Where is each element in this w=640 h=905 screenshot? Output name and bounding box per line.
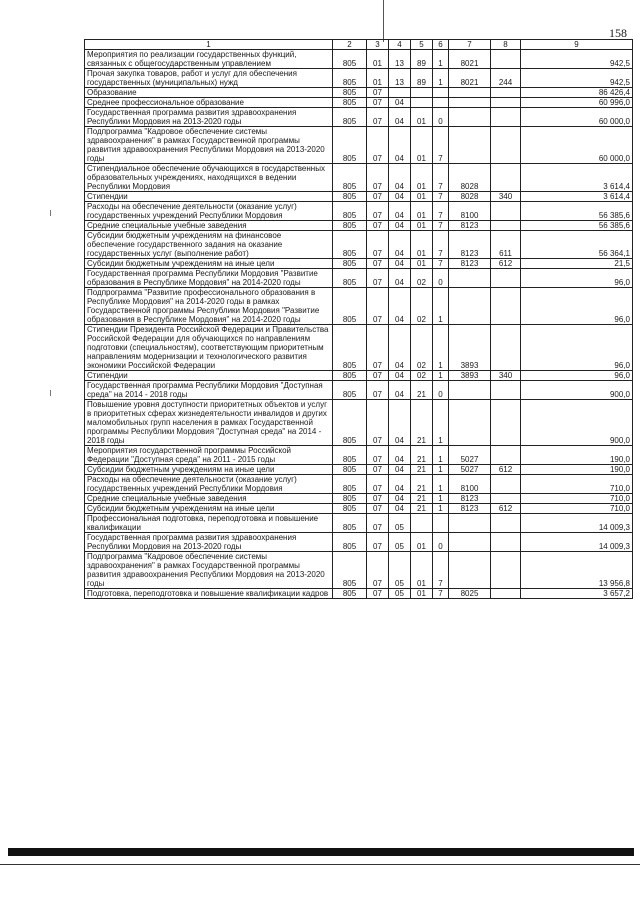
- row-code-program: 21: [411, 400, 433, 446]
- row-code-program: 02: [411, 288, 433, 325]
- row-sum: 3 614,4: [521, 164, 633, 192]
- row-code-ministry: 805: [333, 465, 367, 475]
- table-row: [85, 88, 633, 98]
- row-sum: 60 996,0: [521, 98, 633, 108]
- row-code-subsection: 04: [389, 325, 411, 371]
- row-code-direction: [449, 108, 491, 127]
- row-code-ministry: 805: [333, 108, 367, 127]
- row-code-expense-type: [491, 325, 521, 371]
- row-code-ministry: 805: [333, 269, 367, 288]
- row-code-expense-type: 612: [491, 259, 521, 269]
- table-row: [85, 202, 633, 221]
- row-sum: 710,0: [521, 475, 633, 494]
- row-code-expense-type: [491, 98, 521, 108]
- row-code-program: [411, 88, 433, 98]
- row-sum: 13 956,8: [521, 552, 633, 589]
- row-code-expense-type: [491, 514, 521, 533]
- row-code-expense-type: [491, 494, 521, 504]
- header-col-6: 6: [433, 40, 449, 50]
- row-code-section: 07: [367, 202, 389, 221]
- row-code-subprogram: 1: [433, 288, 449, 325]
- row-name: Средние специальные учебные заведения: [85, 221, 333, 231]
- row-code-subsection: 04: [389, 494, 411, 504]
- row-sum: 96,0: [521, 371, 633, 381]
- row-code-direction: 3893: [449, 325, 491, 371]
- row-code-subprogram: 1: [433, 400, 449, 446]
- table-row: [85, 69, 633, 88]
- row-code-ministry: 805: [333, 202, 367, 221]
- row-code-program: 89: [411, 50, 433, 69]
- row-code-section: 07: [367, 465, 389, 475]
- row-code-program: 21: [411, 446, 433, 465]
- row-code-subprogram: 0: [433, 269, 449, 288]
- row-code-expense-type: [491, 88, 521, 98]
- row-code-subsection: 04: [389, 504, 411, 514]
- table-row: [85, 221, 633, 231]
- row-code-program: [411, 98, 433, 108]
- row-sum: 96,0: [521, 269, 633, 288]
- table-body: [85, 50, 633, 599]
- row-code-subprogram: 7: [433, 589, 449, 599]
- row-code-direction: [449, 514, 491, 533]
- row-code-section: 07: [367, 259, 389, 269]
- row-code-subprogram: 7: [433, 259, 449, 269]
- row-sum: 56 385,6: [521, 221, 633, 231]
- row-name: Расходы на обеспечение деятельности (оказание услуг) государственных учреждений Республики Мордовия: [85, 202, 333, 221]
- row-name: Мероприятия по реализации государственных функций, связанных с общегосударственным управлением: [85, 50, 333, 69]
- row-name: Прочая закупка товаров, работ и услуг для обеспечения государственных (муниципальных) нужд: [85, 69, 333, 88]
- row-name: Средние специальные учебные заведения: [85, 494, 333, 504]
- row-code-expense-type: 244: [491, 69, 521, 88]
- row-code-program: 01: [411, 127, 433, 164]
- row-sum: 14 009,3: [521, 514, 633, 533]
- row-code-expense-type: [491, 164, 521, 192]
- row-code-direction: [449, 533, 491, 552]
- row-sum: 96,0: [521, 325, 633, 371]
- table-row: [85, 127, 633, 164]
- row-code-subsection: 04: [389, 98, 411, 108]
- row-code-section: 07: [367, 231, 389, 259]
- row-code-program: 01: [411, 164, 433, 192]
- row-name: Мероприятия государственной программы Российской Федерации "Доступная среда" на 2011 - 2015 годы: [85, 446, 333, 465]
- row-code-program: 89: [411, 69, 433, 88]
- row-code-ministry: 805: [333, 381, 367, 400]
- row-code-subprogram: 0: [433, 533, 449, 552]
- row-code-ministry: 805: [333, 288, 367, 325]
- row-name: Субсидии бюджетным учреждениям на иные цели: [85, 504, 333, 514]
- row-code-subsection: 04: [389, 108, 411, 127]
- row-code-section: 07: [367, 552, 389, 589]
- row-sum: 60 000,0: [521, 108, 633, 127]
- row-code-subsection: 05: [389, 552, 411, 589]
- row-code-expense-type: [491, 381, 521, 400]
- row-code-expense-type: [491, 475, 521, 494]
- row-sum: 900,0: [521, 381, 633, 400]
- row-code-subprogram: 7: [433, 221, 449, 231]
- row-code-ministry: 805: [333, 221, 367, 231]
- header-col-7: 7: [449, 40, 491, 50]
- row-name: Субсидии бюджетным учреждениям на иные цели: [85, 259, 333, 269]
- row-code-subsection: 04: [389, 381, 411, 400]
- row-code-subsection: 13: [389, 50, 411, 69]
- row-code-ministry: 805: [333, 494, 367, 504]
- table-row: [85, 108, 633, 127]
- header-col-9: 9: [521, 40, 633, 50]
- row-code-ministry: 805: [333, 589, 367, 599]
- row-code-section: 07: [367, 475, 389, 494]
- row-code-program: 01: [411, 108, 433, 127]
- table-row: [85, 465, 633, 475]
- row-name: Государственная программа Республики Мордовия "Развитие образования в Республике Мордовия" на 2014-2020 годы: [85, 269, 333, 288]
- row-code-expense-type: [491, 127, 521, 164]
- row-code-direction: 8021: [449, 69, 491, 88]
- row-code-section: 07: [367, 192, 389, 202]
- row-code-subsection: 04: [389, 465, 411, 475]
- row-code-program: [411, 514, 433, 533]
- row-code-program: 02: [411, 371, 433, 381]
- row-code-subsection: 04: [389, 269, 411, 288]
- row-code-direction: 8123: [449, 259, 491, 269]
- row-code-direction: 5027: [449, 465, 491, 475]
- row-sum: 3 657,2: [521, 589, 633, 599]
- row-code-direction: 8123: [449, 221, 491, 231]
- row-sum: 86 426,4: [521, 88, 633, 98]
- table-row: [85, 400, 633, 446]
- table-row: [85, 446, 633, 465]
- row-code-section: 01: [367, 50, 389, 69]
- row-code-subprogram: 1: [433, 446, 449, 465]
- row-code-ministry: 805: [333, 231, 367, 259]
- header-col-3: 3: [367, 40, 389, 50]
- row-code-expense-type: [491, 400, 521, 446]
- row-code-direction: 8123: [449, 494, 491, 504]
- row-code-program: 01: [411, 552, 433, 589]
- row-code-direction: 8028: [449, 164, 491, 192]
- row-code-section: 07: [367, 108, 389, 127]
- row-code-subprogram: 7: [433, 552, 449, 589]
- row-name: Профессиональная подготовка, переподготовка и повышение квалификации: [85, 514, 333, 533]
- row-code-ministry: 805: [333, 88, 367, 98]
- row-code-expense-type: [491, 446, 521, 465]
- row-name: Субсидии бюджетным учреждениям на иные цели: [85, 465, 333, 475]
- table-row: [85, 494, 633, 504]
- row-code-program: 02: [411, 325, 433, 371]
- row-code-ministry: 805: [333, 69, 367, 88]
- row-code-program: 01: [411, 589, 433, 599]
- row-sum: 190,0: [521, 446, 633, 465]
- row-code-ministry: 805: [333, 475, 367, 494]
- row-code-expense-type: [491, 202, 521, 221]
- row-code-subsection: 05: [389, 514, 411, 533]
- row-code-subprogram: [433, 88, 449, 98]
- row-sum: 900,0: [521, 400, 633, 446]
- header-col-2: 2: [333, 40, 367, 50]
- row-sum: 710,0: [521, 504, 633, 514]
- row-name: Стипендии: [85, 371, 333, 381]
- row-code-direction: 8025: [449, 589, 491, 599]
- row-code-subprogram: 7: [433, 164, 449, 192]
- row-code-expense-type: 340: [491, 192, 521, 202]
- row-code-program: 21: [411, 504, 433, 514]
- row-code-program: 01: [411, 231, 433, 259]
- row-code-subsection: 13: [389, 69, 411, 88]
- row-name: Стипендиальное обеспечение обучающихся в государственных образовательных учреждениях, находящихся в ведении Республики Мордовия: [85, 164, 333, 192]
- row-code-section: 07: [367, 400, 389, 446]
- table-row: [85, 381, 633, 400]
- table-row: [85, 259, 633, 269]
- row-code-program: 21: [411, 475, 433, 494]
- row-code-direction: [449, 552, 491, 589]
- row-code-subprogram: [433, 514, 449, 533]
- row-sum: 60 000,0: [521, 127, 633, 164]
- row-sum: 3 614,4: [521, 192, 633, 202]
- row-sum: 190,0: [521, 465, 633, 475]
- table-row: [85, 192, 633, 202]
- table-row: [85, 504, 633, 514]
- row-name: Подпрограмма "Кадровое обеспечение системы здравоохранения" в рамках Государственной программы развития здравоохранения Республики Мордовия на 2013-2020 годы: [85, 552, 333, 589]
- row-code-section: 07: [367, 325, 389, 371]
- row-code-direction: 8100: [449, 202, 491, 221]
- row-name: Образование: [85, 88, 333, 98]
- row-code-program: 21: [411, 465, 433, 475]
- row-code-subprogram: 1: [433, 465, 449, 475]
- row-name: Государственная программа развития здравоохранения Республики Мордовия на 2013-2020 годы: [85, 108, 333, 127]
- row-code-expense-type: 612: [491, 465, 521, 475]
- table-header-row: [85, 40, 633, 50]
- table-row: [85, 50, 633, 69]
- row-code-direction: 5027: [449, 446, 491, 465]
- row-code-ministry: 805: [333, 98, 367, 108]
- row-code-section: 07: [367, 494, 389, 504]
- row-name: Субсидии бюджетным учреждениям на финансовое обеспечение государственного задания на оказание государственных услуг (выполнение работ): [85, 231, 333, 259]
- row-code-ministry: 805: [333, 192, 367, 202]
- scan-fold-line: [383, 0, 384, 42]
- row-code-subprogram: 1: [433, 475, 449, 494]
- row-code-ministry: 805: [333, 371, 367, 381]
- table-row: [85, 269, 633, 288]
- row-code-subprogram: 7: [433, 202, 449, 221]
- row-code-subsection: 04: [389, 192, 411, 202]
- scan-edge-mark: [50, 390, 51, 396]
- row-code-section: 07: [367, 504, 389, 514]
- row-code-expense-type: [491, 288, 521, 325]
- row-code-section: 07: [367, 98, 389, 108]
- row-code-subsection: 05: [389, 533, 411, 552]
- header-col-1: 1: [85, 40, 333, 50]
- row-code-subprogram: 0: [433, 108, 449, 127]
- row-code-subprogram: 1: [433, 325, 449, 371]
- row-code-ministry: 805: [333, 325, 367, 371]
- table-row: [85, 514, 633, 533]
- row-name: Стипендии Президента Российской Федерации и Правительства Российской Федерации для обучающихся по направлениям подготовки (специальностям), соответствующим приоритетным направлениям модернизации и технологического развития экономики Российской Федерации: [85, 325, 333, 371]
- row-code-section: 07: [367, 288, 389, 325]
- row-code-direction: [449, 288, 491, 325]
- page-number: 158: [609, 26, 627, 40]
- header-col-4: 4: [389, 40, 411, 50]
- table-row: [85, 589, 633, 599]
- row-code-direction: 8123: [449, 504, 491, 514]
- row-sum: 56 385,6: [521, 202, 633, 221]
- scan-edge-mark: [50, 210, 51, 216]
- row-code-subprogram: 1: [433, 371, 449, 381]
- row-code-subsection: 04: [389, 164, 411, 192]
- row-name: Повышение уровня доступности приоритетных объектов и услуг в приоритетных сферах жизнедеятельности инвалидов и других маломобильных групп населения в рамках Государственной программы Республики Мордовия "Доступная среда" на 2014 - 2018 годы: [85, 400, 333, 446]
- row-code-ministry: 805: [333, 552, 367, 589]
- row-code-ministry: 805: [333, 259, 367, 269]
- row-code-ministry: 805: [333, 533, 367, 552]
- row-code-subprogram: 1: [433, 494, 449, 504]
- row-code-section: 07: [367, 446, 389, 465]
- scan-bottom-bar: [8, 848, 634, 856]
- row-code-subsection: 04: [389, 127, 411, 164]
- row-code-subprogram: 1: [433, 504, 449, 514]
- row-code-section: 07: [367, 127, 389, 164]
- row-name: Подпрограмма "Кадровое обеспечение системы здравоохранения" в рамках Государственной программы развития здравоохранения Республики Мордовия на 2013-2020 годы: [85, 127, 333, 164]
- row-code-direction: [449, 269, 491, 288]
- row-sum: 942,5: [521, 69, 633, 88]
- row-code-ministry: 805: [333, 50, 367, 69]
- row-sum: 96,0: [521, 288, 633, 325]
- row-code-subprogram: 1: [433, 50, 449, 69]
- table-row: [85, 288, 633, 325]
- row-code-expense-type: 612: [491, 504, 521, 514]
- row-code-expense-type: [491, 533, 521, 552]
- row-code-expense-type: 340: [491, 371, 521, 381]
- header-col-5: 5: [411, 40, 433, 50]
- row-name: Расходы на обеспечение деятельности (оказание услуг) государственных учреждений Республики Мордовия: [85, 475, 333, 494]
- table-row: [85, 325, 633, 371]
- table-row: [85, 371, 633, 381]
- row-code-direction: [449, 381, 491, 400]
- row-code-section: 07: [367, 164, 389, 192]
- row-code-direction: 8100: [449, 475, 491, 494]
- row-code-section: 07: [367, 371, 389, 381]
- row-code-subprogram: 1: [433, 69, 449, 88]
- row-code-program: 01: [411, 221, 433, 231]
- row-name: Государственная программа Республики Мордовия "Доступная среда" на 2014 - 2018 годы: [85, 381, 333, 400]
- row-code-expense-type: [491, 589, 521, 599]
- row-code-subsection: 04: [389, 446, 411, 465]
- row-code-section: 01: [367, 69, 389, 88]
- row-name: Среднее профессиональное образование: [85, 98, 333, 108]
- row-code-direction: [449, 98, 491, 108]
- row-sum: 14 009,3: [521, 533, 633, 552]
- table-row: [85, 98, 633, 108]
- row-code-ministry: 805: [333, 514, 367, 533]
- table-row: [85, 533, 633, 552]
- row-code-program: 01: [411, 192, 433, 202]
- row-code-subprogram: 7: [433, 127, 449, 164]
- row-code-subsection: 04: [389, 221, 411, 231]
- row-name: Государственная программа развития здравоохранения Республики Мордовия на 2013-2020 годы: [85, 533, 333, 552]
- table-row: [85, 164, 633, 192]
- row-code-subsection: 04: [389, 400, 411, 446]
- row-code-section: 07: [367, 589, 389, 599]
- row-code-expense-type: [491, 221, 521, 231]
- row-code-expense-type: [491, 108, 521, 127]
- row-code-direction: 8021: [449, 50, 491, 69]
- row-code-subprogram: 7: [433, 192, 449, 202]
- row-code-subsection: 04: [389, 231, 411, 259]
- row-name: Стипендии: [85, 192, 333, 202]
- row-code-expense-type: [491, 50, 521, 69]
- row-code-program: 02: [411, 269, 433, 288]
- row-code-section: 07: [367, 269, 389, 288]
- row-code-ministry: 805: [333, 400, 367, 446]
- row-code-direction: [449, 400, 491, 446]
- row-code-program: 01: [411, 202, 433, 221]
- row-code-subsection: 04: [389, 259, 411, 269]
- row-code-subprogram: 0: [433, 381, 449, 400]
- row-name: Подпрограмма "Развитие профессионального образования в Республике Мордовия" на 2014-2020 годы в рамках Государственной программы Республики Мордовия "Развитие образования в Республике Мордовия" на 2014-2020 годы: [85, 288, 333, 325]
- row-code-ministry: 805: [333, 164, 367, 192]
- row-code-direction: [449, 127, 491, 164]
- row-code-ministry: 805: [333, 127, 367, 164]
- row-code-subprogram: 7: [433, 231, 449, 259]
- row-code-ministry: 805: [333, 504, 367, 514]
- row-code-expense-type: [491, 552, 521, 589]
- row-code-direction: 8028: [449, 192, 491, 202]
- row-code-section: 07: [367, 514, 389, 533]
- table-row: [85, 552, 633, 589]
- row-code-program: 01: [411, 533, 433, 552]
- row-code-program: 21: [411, 381, 433, 400]
- header-col-8: 8: [491, 40, 521, 50]
- row-code-subsection: 04: [389, 475, 411, 494]
- row-code-subsection: 04: [389, 371, 411, 381]
- row-code-subsection: 04: [389, 288, 411, 325]
- row-code-subsection: [389, 88, 411, 98]
- row-sum: 21,5: [521, 259, 633, 269]
- scan-bottom-line: [0, 864, 640, 865]
- row-sum: 710,0: [521, 494, 633, 504]
- row-sum: 56 364,1: [521, 231, 633, 259]
- table-row: [85, 231, 633, 259]
- row-code-direction: [449, 88, 491, 98]
- row-code-subsection: 05: [389, 589, 411, 599]
- row-code-subprogram: [433, 98, 449, 108]
- row-code-direction: 3893: [449, 371, 491, 381]
- row-sum: 942,5: [521, 50, 633, 69]
- row-code-section: 07: [367, 221, 389, 231]
- row-code-section: 07: [367, 381, 389, 400]
- row-code-program: 01: [411, 259, 433, 269]
- row-code-subsection: 04: [389, 202, 411, 221]
- row-name: Подготовка, переподготовка и повышение квалификации кадров: [85, 589, 333, 599]
- row-code-section: 07: [367, 88, 389, 98]
- row-code-expense-type: 611: [491, 231, 521, 259]
- row-code-program: 21: [411, 494, 433, 504]
- table-row: [85, 475, 633, 494]
- budget-table: [84, 39, 633, 599]
- row-code-direction: 8123: [449, 231, 491, 259]
- row-code-section: 07: [367, 533, 389, 552]
- row-code-ministry: 805: [333, 446, 367, 465]
- row-code-expense-type: [491, 269, 521, 288]
